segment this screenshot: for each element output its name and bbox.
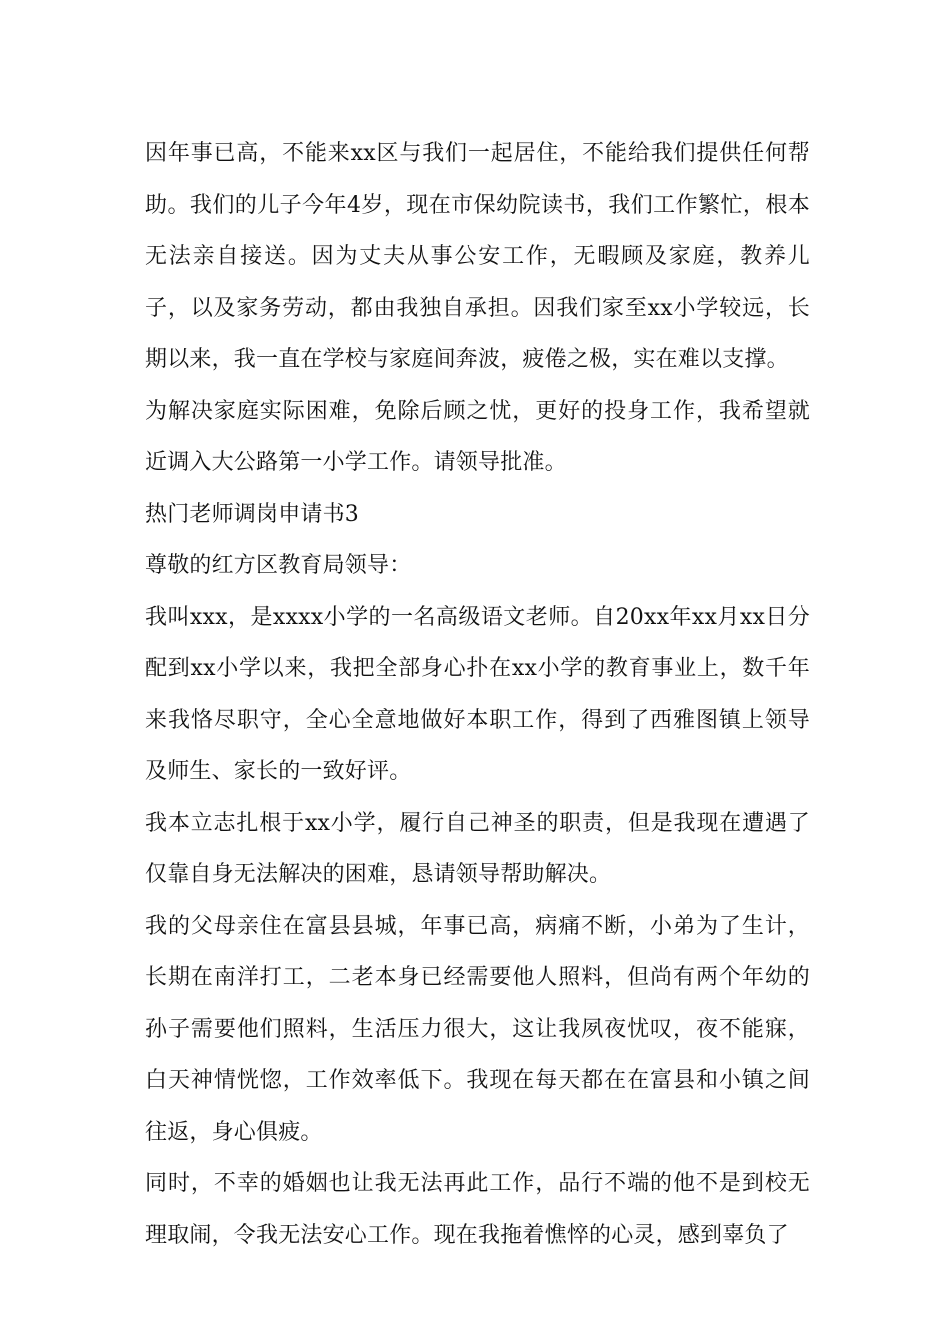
salutation: 尊敬的红方区教育局领导： [145,553,412,578]
paragraph-2: 为解决家庭实际困难，免除后顾之忧，更好的投身工作，我希望就近调入大公路第一小学工作。请领导批准。 [145,398,810,475]
paragraph-1: 因年事已高，不能来xx区与我们一起居住，不能给我们提供任何帮助。我们的儿子今年4岁，现在市保幼院读书，我们工作繁忙，根本无法亲自接送。因为丈夫从事公安工作，无暇顾及家庭，教养儿子，以及家务劳动，都由我独自承担。因我们家至xx小学较远，长期以来，我一直在学校与家庭间奔波，疲倦之极，实在难以支撑。 [145,141,810,372]
document-body [145,128,810,1261]
paragraph-3: 我叫xxx，是xxxx小学的一名高级语文老师。自20xx年xx月xx日分配到xx小学以来，我把全部身心扑在xx小学的教育事业上，数千年来我恪尽职守，全心全意地做好本职工作，得到了西雅图镇上领导及师生、家长的一致好评。 [145,604,810,784]
paragraph-4: 我本立志扎根于xx小学，履行自己神圣的职责，但是我现在遭遇了仅靠自身无法解决的困难，恳请领导帮助解决。 [145,810,810,887]
section-heading: 热门老师调岗申请书3 [145,501,359,527]
paragraph-6: 同时，不幸的婚姻也让我无法再此工作，品行不端的他不是到校无理取闹，令我无法安心工作。现在我拖着憔悴的心灵，感到辜负了 [145,1171,810,1248]
paragraph-5: 我的父母亲住在富县县城，年事已高，病痛不断，小弟为了生计，长期在南洋打工，二老本身已经需要他人照料，但尚有两个年幼的孙子需要他们照料，生活压力很大，这让我夙夜忧叹，夜不能寐，白天神情恍惚，工作效率低下。我现在每天都在在富县和小镇之间往返，身心俱疲。 [145,913,810,1145]
